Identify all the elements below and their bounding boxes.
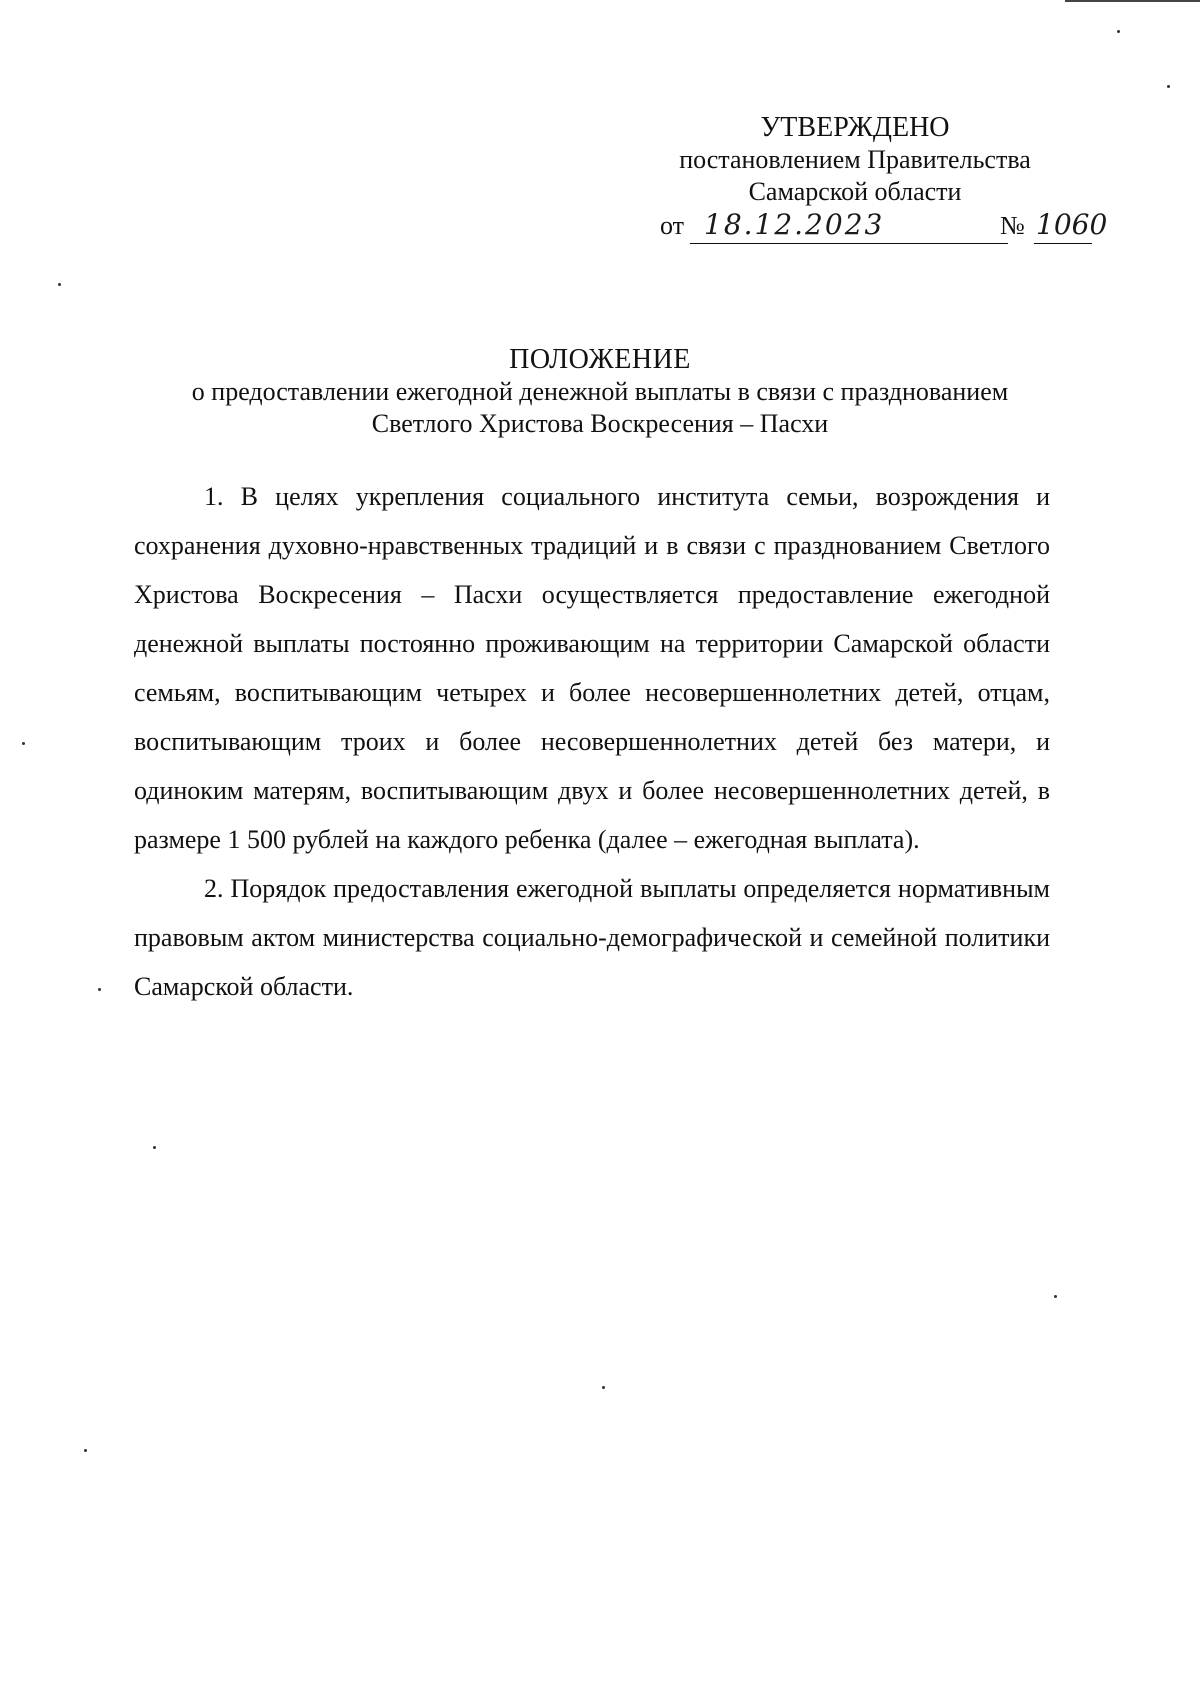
scan-speck bbox=[602, 1386, 605, 1389]
approval-date-row bbox=[660, 208, 1120, 248]
scan-speck bbox=[1117, 30, 1120, 33]
document-title: ПОЛОЖЕНИЕ bbox=[509, 344, 691, 375]
handwritten-date: 18.12.2023 bbox=[704, 208, 885, 241]
document-subtitle-line-1: о предоставлении ежегодной денежной выплаты в связи с празднованием bbox=[191, 377, 1009, 406]
date-field bbox=[690, 209, 1008, 244]
scan-speck bbox=[1054, 1295, 1057, 1298]
scan-speck bbox=[22, 742, 25, 745]
number-field bbox=[1034, 208, 1108, 244]
paragraph-2: 2. Порядок предоставления ежегодной выплаты определяется нормативным правовым актом министерства социально-демографической и семейной политики Самарской области. bbox=[134, 874, 1050, 1001]
scan-speck bbox=[98, 988, 101, 991]
scan-speck bbox=[58, 283, 61, 286]
document-heading bbox=[120, 344, 1080, 440]
paragraph-1: 1. В целях укрепления социального института семьи, возрождения и сохранения духовно-нравственных традиций и в связи с празднованием Светлого Христова Воскресения – Пасхи осуществляется предоставление ежегодной денежной выплаты постоянно проживающим на территории Самарской области семьям, воспитывающим четырех и более несовершеннолетних детей, отцам, воспитывающим троих и более несовершеннолетних детей без матери, и одиноким матерям, воспитывающим двух и более несовершеннолетних детей, в размере 1 500 рублей на каждого ребенка (далее – ежегодная выплата). bbox=[134, 482, 1050, 854]
handwritten-number: 1060 bbox=[1036, 208, 1108, 241]
scan-speck bbox=[84, 1449, 87, 1452]
date-prefix: от bbox=[660, 211, 685, 240]
approval-authority: постановлением Правительства bbox=[679, 145, 1031, 174]
scan-speck bbox=[153, 1146, 156, 1149]
document-body bbox=[134, 472, 1050, 1011]
number-prefix: № bbox=[1000, 211, 1025, 240]
approved-label: УТВЕРЖДЕНО bbox=[760, 112, 950, 143]
document-subtitle-line-2: Светлого Христова Воскресения – Пасхи bbox=[371, 409, 829, 438]
approval-block bbox=[620, 112, 1090, 208]
approval-region: Самарской области bbox=[748, 177, 962, 206]
scan-edge-mark bbox=[1065, 0, 1200, 2]
scan-speck bbox=[1167, 85, 1170, 88]
